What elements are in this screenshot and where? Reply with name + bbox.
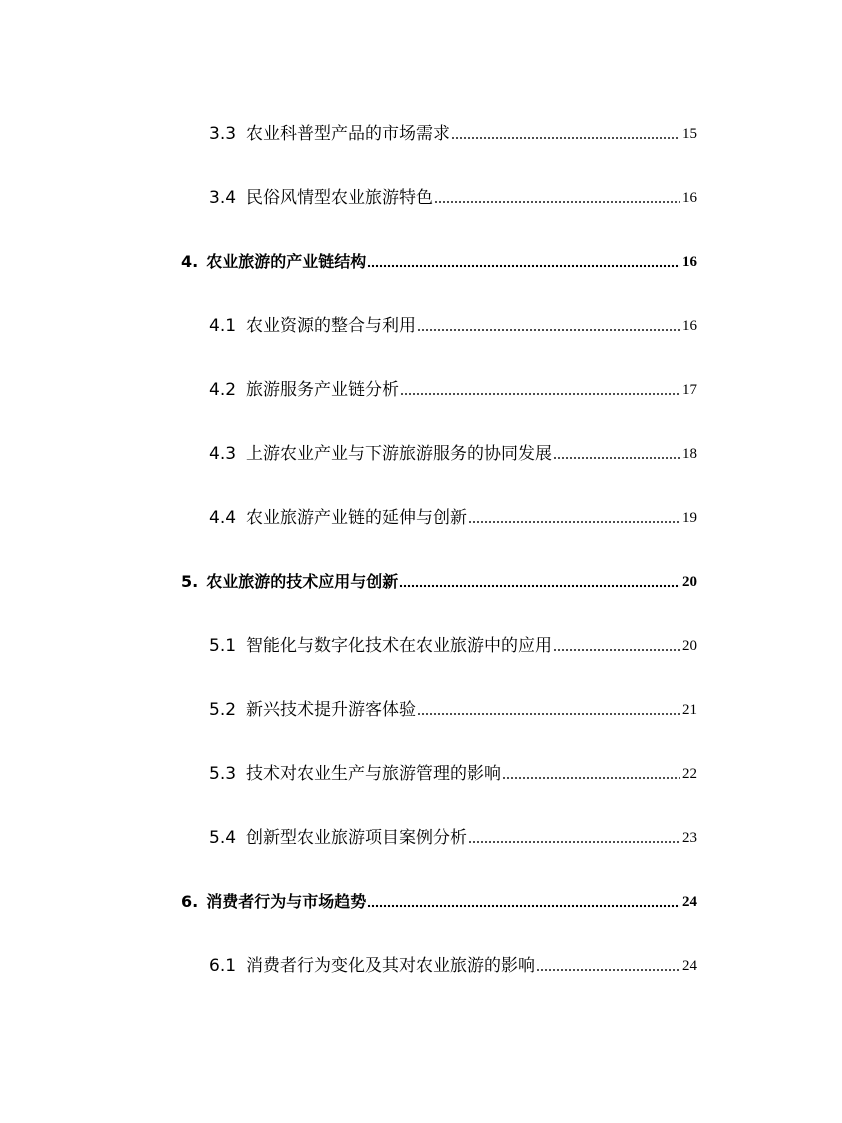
toc-entry-number: 5.3: [209, 764, 237, 784]
toc-entry-page-number: 16: [682, 318, 697, 334]
dot-leader: [367, 904, 680, 908]
toc-entry-4[interactable]: [181, 244, 697, 272]
toc-entry-5-4[interactable]: [209, 820, 697, 848]
dot-leader: [451, 136, 680, 140]
toc-entry-number: 6.1: [209, 956, 237, 976]
toc-entry-5-2[interactable]: [209, 692, 697, 720]
toc-entry-title: 智能化与数字化技术在农业旅游中的应用: [246, 636, 553, 656]
toc-entry-4-4[interactable]: [209, 500, 697, 528]
dot-leader: [434, 200, 680, 204]
toc-entry-title: 消费者行为变化及其对农业旅游的影响: [246, 956, 536, 976]
toc-entry-number: 5.: [181, 572, 199, 591]
toc-entry-page-number: 17: [682, 382, 697, 398]
dot-leader: [367, 264, 680, 268]
dot-leader: [502, 776, 680, 780]
dot-leader: [399, 584, 680, 588]
dot-leader: [468, 520, 680, 524]
toc-entry-title: 旅游服务产业链分析: [246, 380, 400, 400]
toc-entry-page-number: 24: [682, 958, 697, 974]
toc-entry-page-number: 19: [682, 510, 697, 526]
toc-entry-page-number: 16: [682, 254, 697, 270]
dot-leader: [417, 712, 680, 716]
toc-entry-4-3[interactable]: [209, 436, 697, 464]
dot-leader: [417, 328, 680, 332]
toc-entry-number: 4.3: [209, 444, 237, 464]
toc-entry-title: 创新型农业旅游项目案例分析: [246, 828, 468, 848]
toc-entry-number: 4.4: [209, 508, 237, 528]
toc-entry-3-4[interactable]: [209, 180, 697, 208]
dot-leader: [400, 392, 680, 396]
toc-entry-page-number: 16: [682, 190, 697, 206]
toc-entry-6-1[interactable]: [209, 948, 697, 976]
dot-leader: [553, 648, 680, 652]
toc-entry-title: 技术对农业生产与旅游管理的影响: [246, 764, 502, 784]
toc-entry-page-number: 18: [682, 446, 697, 462]
toc-entry-5-1[interactable]: [209, 628, 697, 656]
toc-entry-title: 新兴技术提升游客体验: [246, 700, 417, 720]
toc-entry-title: 消费者行为与市场趋势: [206, 892, 367, 911]
toc-entry-number: 6.: [181, 892, 199, 911]
toc-entry-number: 5.4: [209, 828, 237, 848]
dot-leader: [468, 840, 680, 844]
toc-entry-number: 4.: [181, 252, 199, 271]
toc-entry-page-number: 24: [682, 894, 697, 910]
toc-entry-title: 上游农业产业与下游旅游服务的协同发展: [246, 444, 553, 464]
toc-entry-title: 农业旅游的技术应用与创新: [206, 572, 399, 591]
toc-entry-title: 农业资源的整合与利用: [246, 316, 417, 336]
toc-entry-title: 农业科普型产品的市场需求: [246, 124, 451, 144]
toc-entry-4-2[interactable]: [209, 372, 697, 400]
toc-entry-page-number: 20: [682, 574, 697, 590]
toc-entry-title: 农业旅游的产业链结构: [206, 252, 367, 271]
toc-entry-page-number: 15: [682, 126, 697, 142]
toc-entry-page-number: 22: [682, 766, 697, 782]
toc-entry-number: 5.2: [209, 700, 237, 720]
toc-entry-number: 3.3: [209, 124, 237, 144]
toc-entry-page-number: 23: [682, 830, 697, 846]
toc-entry-page-number: 21: [682, 702, 697, 718]
toc-entry-page-number: 20: [682, 638, 697, 654]
toc-entry-number: 3.4: [209, 188, 237, 208]
dot-leader: [536, 968, 680, 972]
toc-entry-number: 4.2: [209, 380, 237, 400]
toc-entry-3-3[interactable]: [209, 116, 697, 144]
toc-entry-6[interactable]: [181, 884, 697, 912]
toc-entry-number: 4.1: [209, 316, 237, 336]
toc-entry-4-1[interactable]: [209, 308, 697, 336]
toc-entry-5[interactable]: [181, 564, 697, 592]
toc-entry-title: 民俗风情型农业旅游特色: [246, 188, 434, 208]
toc-entry-title: 农业旅游产业链的延伸与创新: [246, 508, 468, 528]
dot-leader: [553, 456, 680, 460]
toc-entry-number: 5.1: [209, 636, 237, 656]
toc-entry-5-3[interactable]: [209, 756, 697, 784]
